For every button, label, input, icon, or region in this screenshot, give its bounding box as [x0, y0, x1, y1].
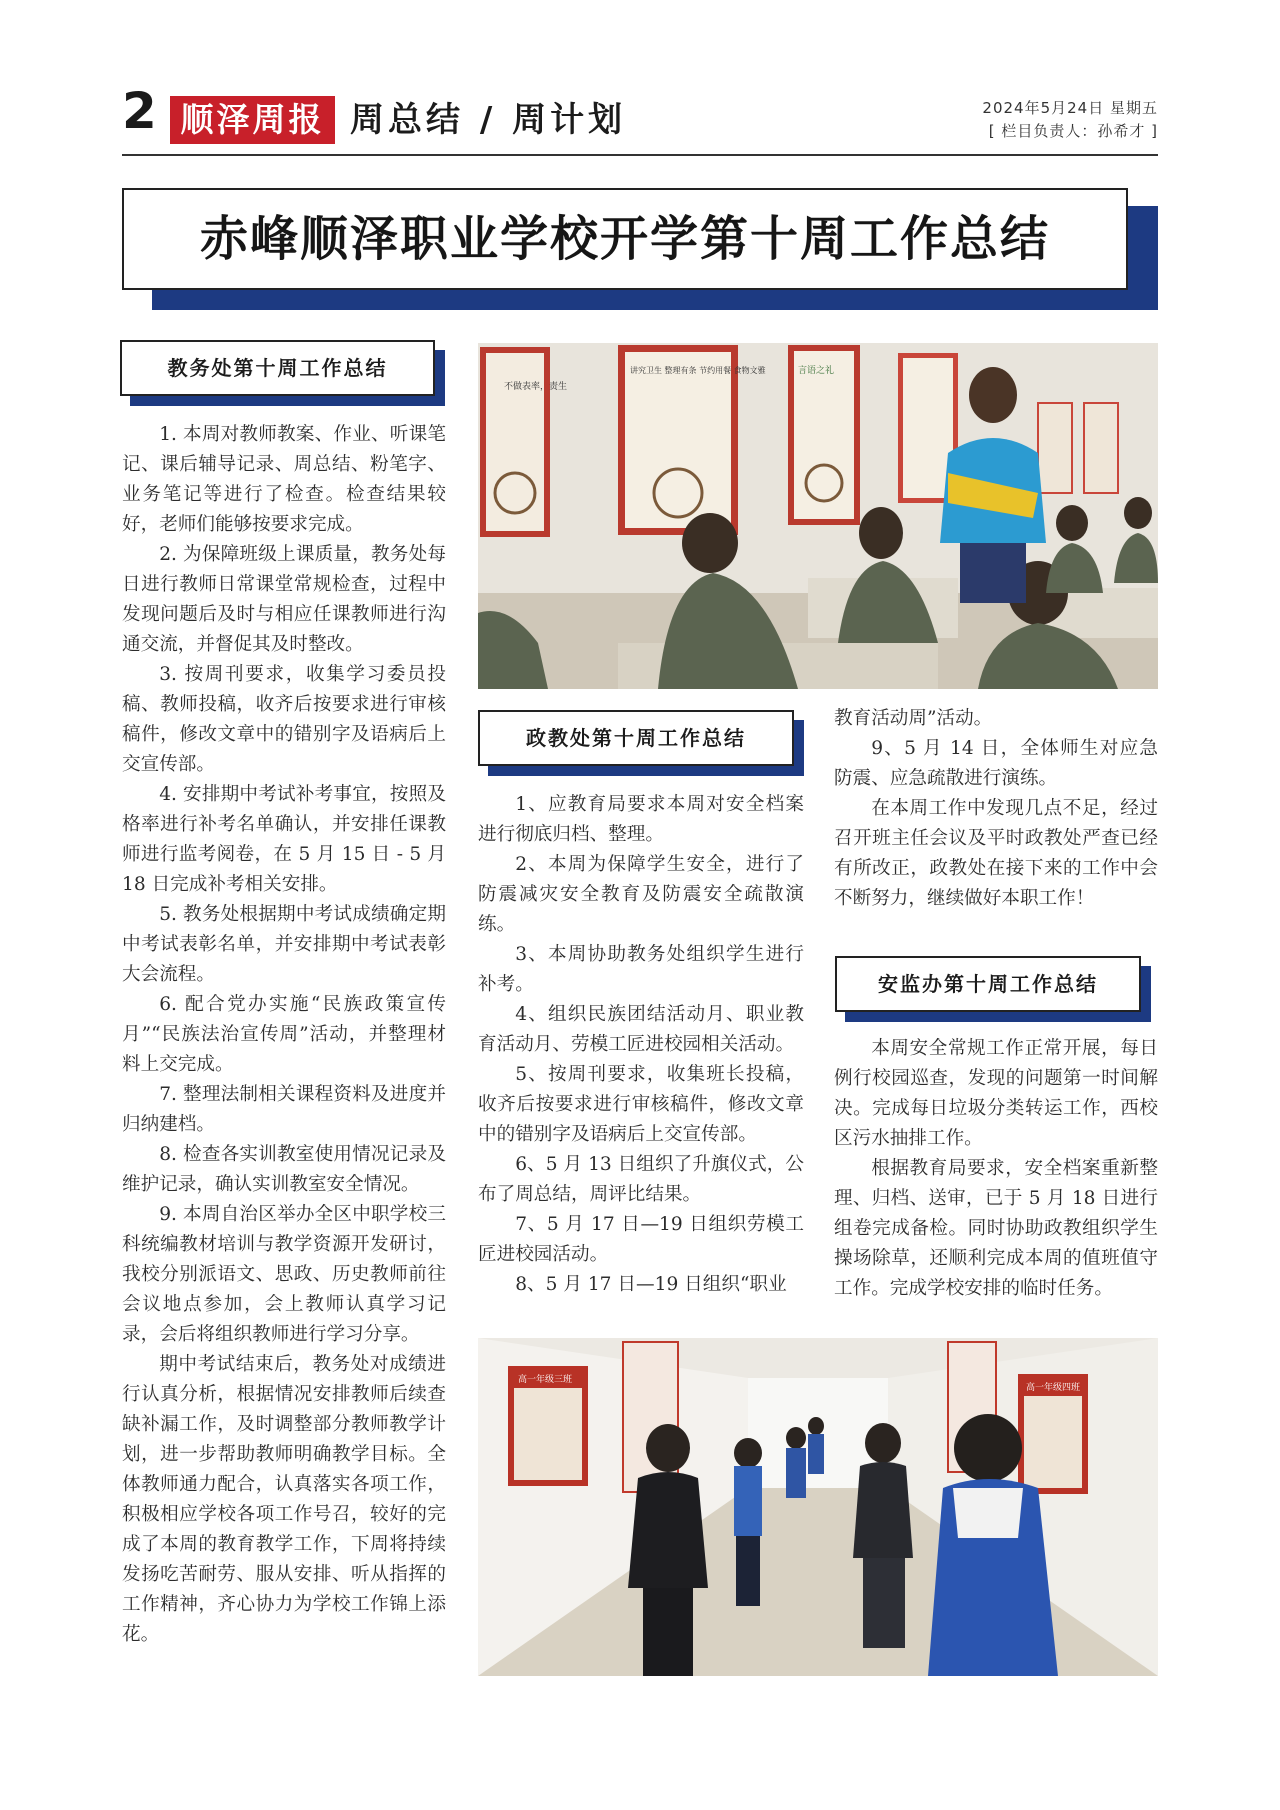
classroom-photo	[478, 343, 1158, 689]
political-paragraph: 6、5 月 13 日组织了升旗仪式，公布了周总结，周评比结果。	[478, 1154, 804, 1205]
evacuation-drill-photo	[478, 1338, 1158, 1676]
political-paragraph: 3、本周协助教务处组织学生进行补考。	[478, 944, 804, 995]
political-paragraph: 8、5 月 17 日—19 日组织“职业	[515, 1274, 787, 1295]
safety-heading: 安监办第十周工作总结	[835, 956, 1141, 1012]
political-paragraph: 9、5 月 14 日，全体师生对应急防震、应急疏散进行演练。	[834, 738, 1158, 789]
academic-column	[122, 420, 446, 1650]
academic-paragraph: 5. 教务处根据期中考试成绩确定期中考试表彰名单，并安排期中考试表彰大会流程。	[122, 904, 446, 985]
academic-paragraph: 2. 为保障班级上课质量，教务处每日进行教师日常课堂常规检查，过程中发现问题后及时与相应任课教师进行沟通交流，并督促其及时整改。	[122, 544, 446, 655]
poster-text-1: 不做表率，责生	[504, 382, 568, 392]
political-paragraph: 1、应教育局要求本周对安全档案进行彻底归档、整理。	[478, 794, 804, 845]
political-paragraph: 7、5 月 17 日—19 日组织劳模工匠进校园活动。	[478, 1214, 804, 1265]
academic-paragraph: 8. 检查各实训教室使用情况记录及维护记录，确认实训教室安全情况。	[122, 1144, 446, 1195]
column-editor: [ 栏目负责人：孙希才 ]	[988, 122, 1158, 140]
political-paragraph: 4、组织民族团结活动月、职业教育活动月、劳模工匠进校园相关活动。	[478, 1004, 804, 1055]
academic-paragraph: 4. 安排期中考试补考事宜，按照及格率进行补考名单确认，并安排任课教师进行监考阅卷，在 5 月 15 日 - 5 月 18 日完成补考相关安排。	[122, 784, 446, 895]
poster-text-3: 言语之礼	[798, 366, 835, 376]
page-number: 2	[122, 82, 157, 140]
poster-text-2: 讲究卫生 整理有条 节约用餐 食物文雅	[630, 366, 766, 375]
academic-paragraph: 1. 本周对教师教案、作业、听课笔记、课后辅导记录、周总结、粉笔字、业务笔记等进行了检查。检查结果较好，老师们能够按要求完成。	[122, 424, 446, 535]
political-paragraph: 5、按周刊要求，收集班长投稿，收齐后按要求进行审核稿件，修改文章中的错别字及语病后上交宣传部。	[478, 1064, 804, 1145]
issue-date: 2024年5月24日 星期五	[982, 99, 1158, 117]
safety-paragraph: 根据教育局要求，安全档案重新整理、归档、送审，已于 5 月 18 日进行组卷完成备检。同时协助政教组织学生操场除草，还顺利完成本周的值班值守工作。完成学校安排的临时任务。	[834, 1158, 1158, 1299]
political-heading: 政教处第十周工作总结	[478, 710, 794, 766]
academic-paragraph: 3. 按周刊要求，收集学习委员投稿、教师投稿，收齐后按要求进行审核稿件，修改文章中的错别字及语病后上交宣传部。	[122, 664, 446, 775]
class-sign-1: 高一年级三班	[518, 1375, 573, 1385]
masthead-logo: 顺泽周报	[170, 96, 335, 144]
academic-paragraph: 7. 整理法制相关课程资料及进度并归纳建档。	[122, 1084, 446, 1135]
safety-paragraph: 本周安全常规工作正常开展，每日例行校园巡查，发现的问题第一时间解决。完成每日垃圾分类转运工作，西校区污水抽排工作。	[834, 1038, 1158, 1149]
academic-paragraph: 期中考试结束后，教务处对成绩进行认真分析，根据情况安排教师后续查缺补漏工作，及时调整部分教师教学计划，进一步帮助教师明确教学目标。全体教师通力配合，认真落实各项工作，积极相应学校各项工作号召，较好的完成了本周的教育教学工作，下周将持续发扬吃苦耐劳、服从安排、听从指挥的工作精神，齐心协力为学校工作锦上添花。	[122, 1354, 446, 1645]
section-title: 周总结 / 周计划	[350, 100, 627, 140]
header-divider	[122, 154, 1158, 156]
page-title: 赤峰顺泽职业学校开学第十周工作总结	[199, 211, 1050, 267]
academic-heading: 教务处第十周工作总结	[120, 340, 435, 396]
class-sign-2: 高一年级四班	[1026, 1383, 1081, 1393]
political-column-continued	[834, 704, 1158, 914]
academic-paragraph: 9. 本周自治区举办全区中职学校三科统编教材培训与教学资源开发研讨，我校分别派语文、思政、历史教师前往会议地点参加，会上教师认真学习记录，会后将组织教师进行学习分享。	[122, 1204, 446, 1345]
political-paragraph: 教育活动周”活动。	[834, 708, 993, 729]
political-paragraph: 在本周工作中发现几点不足，经过召开班主任会议及平时政教处严查已经有所改正，政教处在接下来的工作中会不断努力，继续做好本职工作！	[834, 798, 1158, 909]
safety-column	[834, 1034, 1158, 1304]
political-column	[478, 790, 804, 1300]
political-paragraph: 2、本周为保障学生安全，进行了防震减灾安全教育及防震安全疏散演练。	[478, 854, 804, 935]
academic-paragraph: 6. 配合党办实施“民族政策宣传月”“民族法治宣传周”活动，并整理材料上交完成。	[122, 994, 446, 1075]
